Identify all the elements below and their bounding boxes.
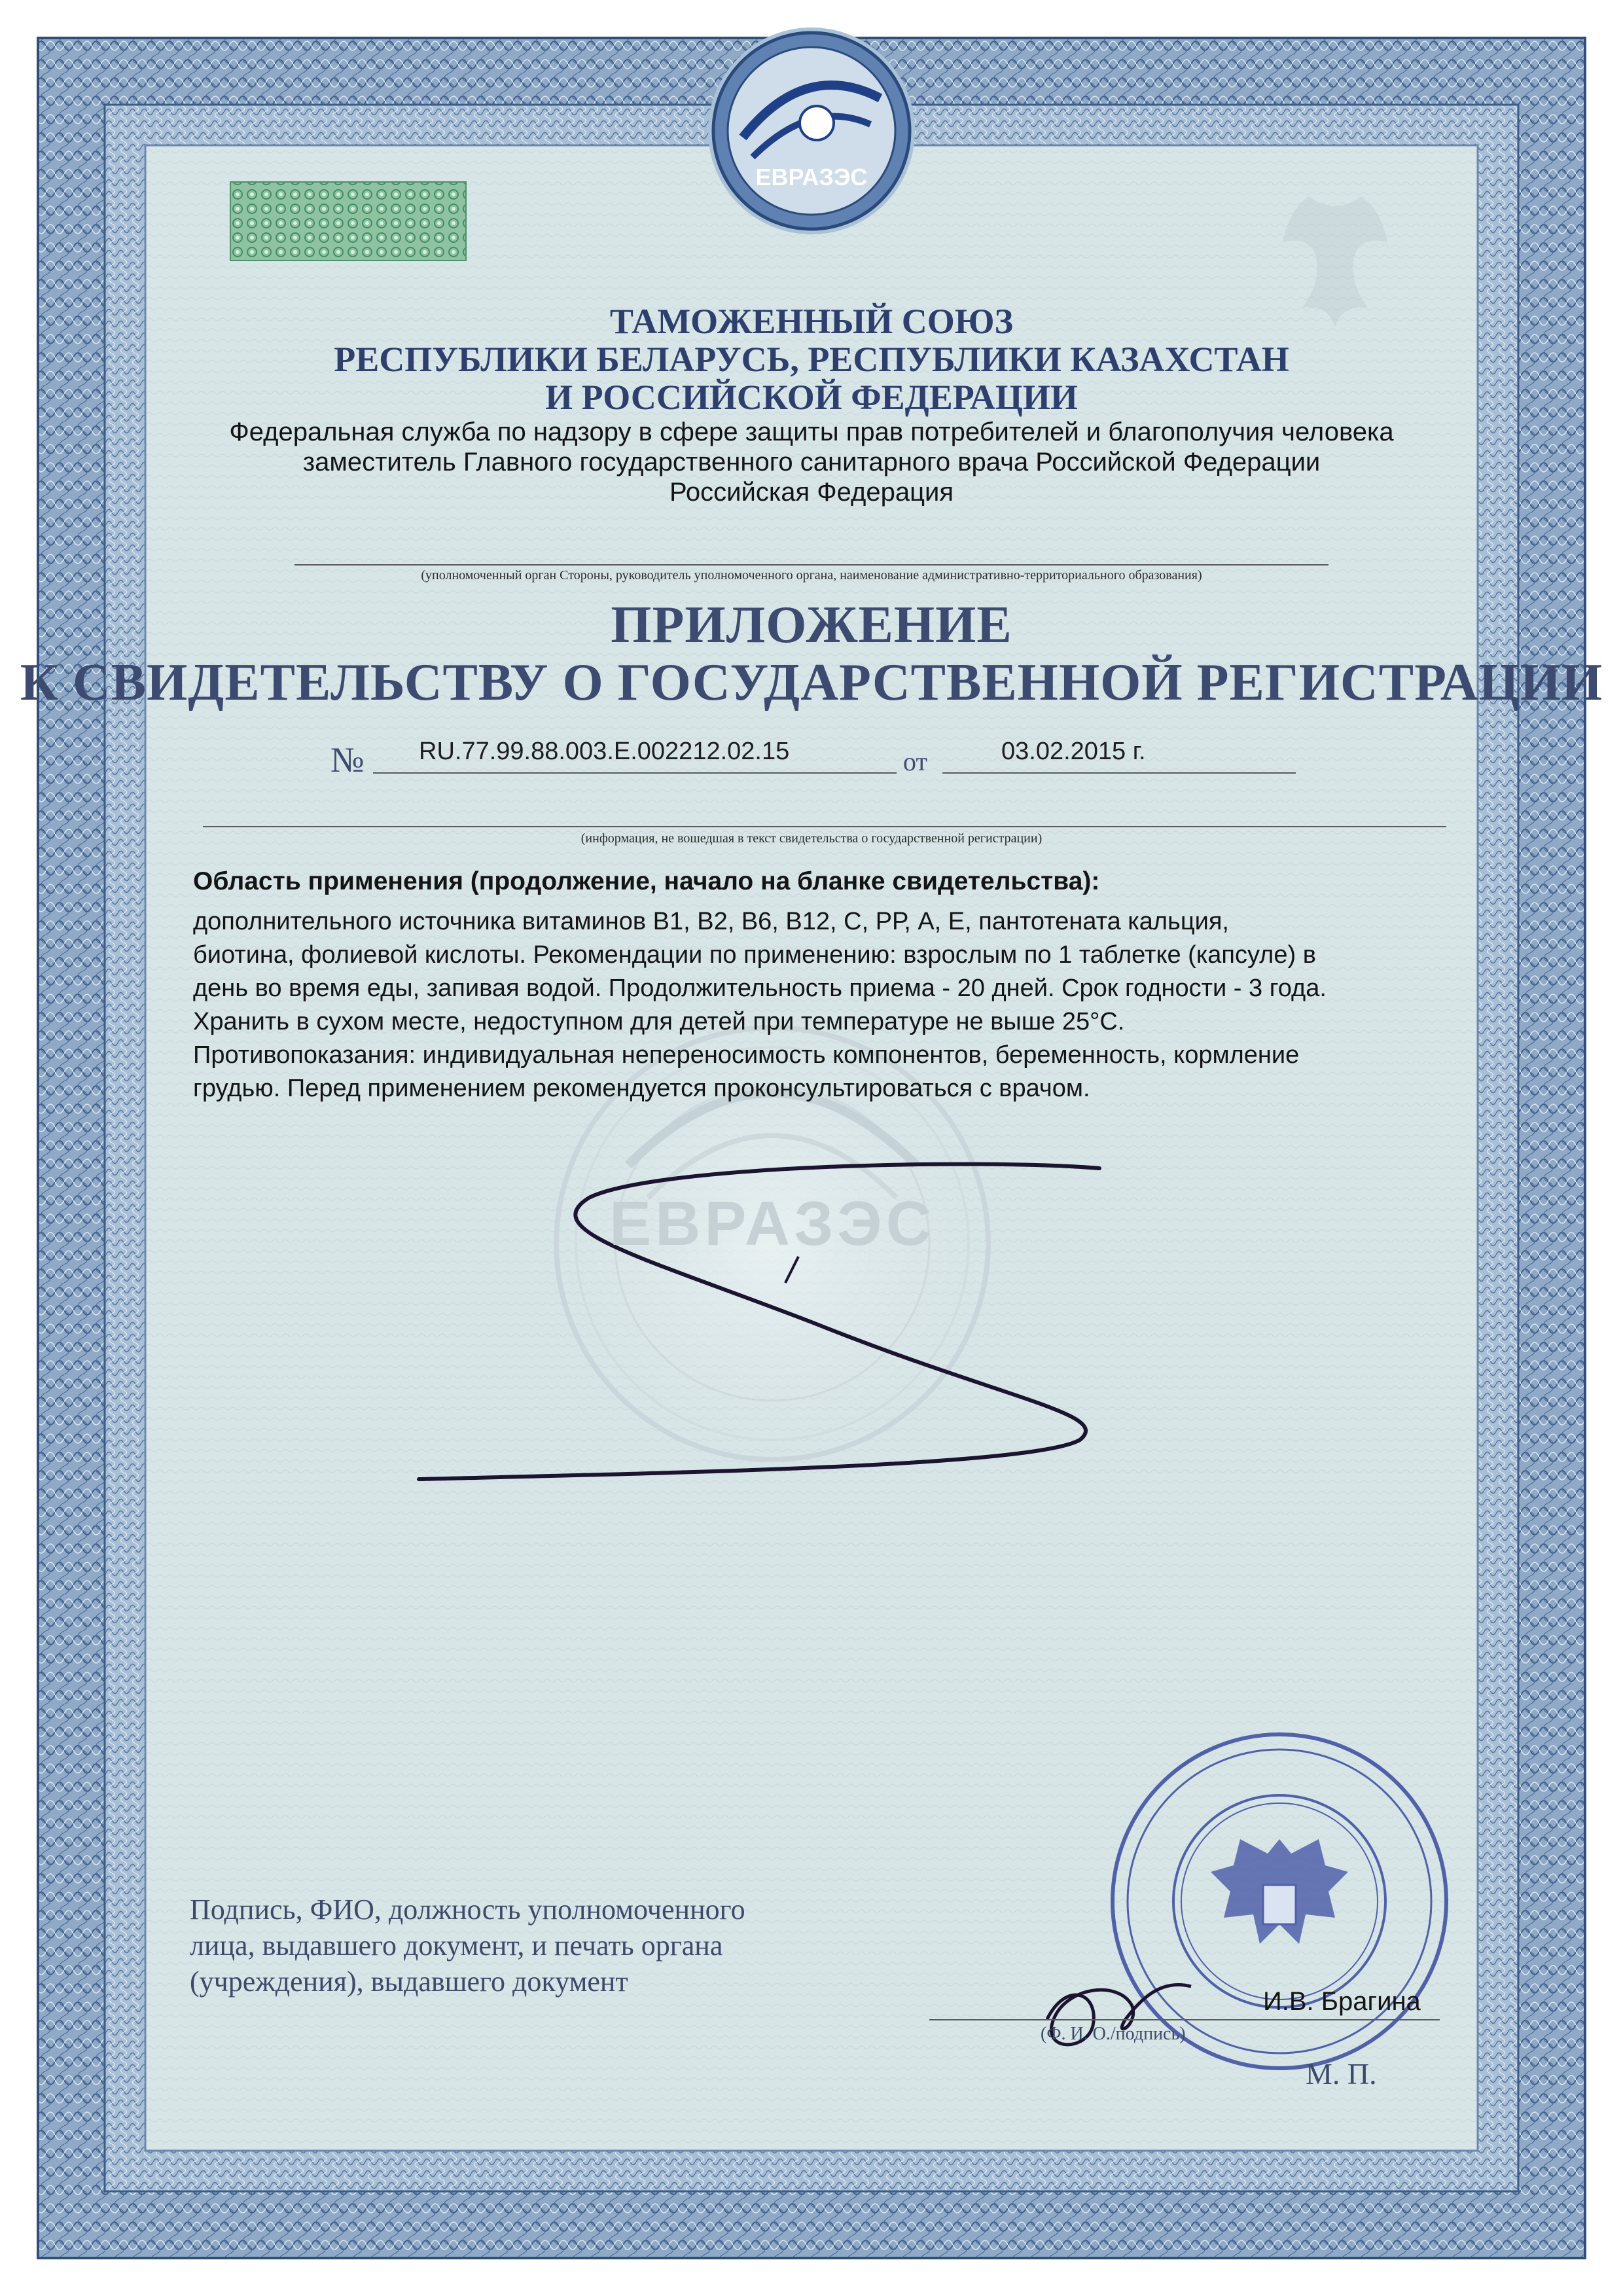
content-line: Противопоказания: индивидуальная непереносимость компонентов, беременность, кормление [193,1041,1300,1069]
number-rule [373,772,897,774]
info-note: (информация, не вошедшая в текст свидетельства о государственной регистрации) [580,831,1043,846]
agency-line-3: Российская Федерация [669,478,954,507]
date-rule [942,772,1296,774]
number-sign: № [330,740,365,780]
watermark-label: ЕВРАЗЭС [609,1189,936,1259]
eurasec-emblem-graphic [708,27,915,234]
signature-caption-line-2: лица, выдавшего документ, и печать органа [190,1929,723,1962]
authority-note: (уполномоченный орган Стороны, руководитель уполномоченного органа, наименование административно-территориального образования) [421,568,1202,583]
fio-note: (Ф. И. О./подпись) [1041,2024,1186,2044]
title-line-2: К СВИДЕТЕЛЬСТВУ О ГОСУДАРСТВЕННОЙ РЕГИСТРАЦИИ [20,654,1603,711]
emblem-label: ЕВРАЗЭС [755,164,868,190]
from-label: от [903,747,927,776]
signer-name: И.В. Брагина [1263,1987,1421,2016]
content-line: биотина, фолиевой кислоты. Рекомендации по применению: взрослым по 1 таблетке (капсуле) в [193,941,1316,969]
hologram-strip [230,182,466,260]
mp-label: М. П. [1306,2057,1377,2090]
registration-date: 03.02.2015 г. [1001,738,1146,765]
union-line-2: РЕСПУБЛИКИ БЕЛАРУСЬ, РЕСПУБЛИКИ КАЗАХСТАН [334,340,1289,379]
content-line: Хранить в сухом месте, недоступном для детей при температуре не выше 25°С. [193,1008,1125,1035]
content-line: день во время еды, запивая водой. Продолжительность приема - 20 дней. Срок годности - 3 года. [193,975,1327,1002]
content-line: грудью. Перед применением рекомендуется проконсультироваться с врачом. [193,1075,1090,1102]
union-line-1: ТАМОЖЕННЫЙ СОЮЗ [609,302,1014,341]
content-line: дополнительного источника витаминов В1, В2, В6, В12, С, РР, А, Е, пантотената кальция, [193,908,1229,935]
signature-caption-line-1: Подпись, ФИО, должность уполномоченного [190,1893,745,1926]
authority-rule [294,564,1329,565]
signature-caption-line-3: (учреждения), выдавшего документ [190,1965,628,1998]
scope-title: Область применения (продолжение, начало на бланке свидетельства): [193,867,1100,895]
title-line-1: ПРИЛОЖЕНИЕ [611,596,1012,654]
info-rule [203,826,1446,827]
union-line-3: И РОССИЙСКОЙ ФЕДЕРАЦИИ [545,378,1078,417]
agency-line-2: заместитель Главного государственного санитарного врача Российской Федерации [302,448,1321,476]
signature-rule [929,2019,1440,2020]
agency-line-1: Федеральная служба по надзору в сфере защиты прав потребителей и благополучия человека [229,418,1394,446]
registration-number: RU.77.99.88.003.Е.002212.02.15 [419,738,790,765]
